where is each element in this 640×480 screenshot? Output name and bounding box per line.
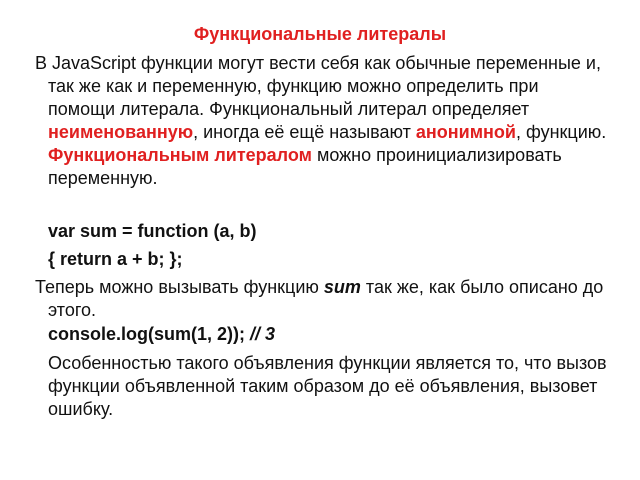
code-comment: // 3 [250,324,276,344]
highlight-unnamed: неименованную [48,122,194,142]
usage-text-2: так же, как было описано до этого. [48,277,604,320]
intro-text-1: В JavaScript функции могут вести себя как обычные переменные и, так же как и переменную, функцию можно определить при помощи литерала. Функциональный литерал определяет [35,53,601,119]
code-line-body: { return a + b; }; [48,249,183,269]
highlight-function-literal: Функциональным литералом [48,145,312,165]
usage-text-1: Теперь можно вызывать функцию [35,277,324,297]
function-name-sum: sum [323,277,361,297]
code-line-declaration: var sum = function (a, b) [48,221,257,241]
usage-paragraph [35,276,610,322]
intro-text-3: , функцию. [515,122,607,142]
slide-title: Функциональные литералы [193,24,447,44]
code-call: console.log(sum(1, 2)); [48,324,246,344]
highlight-anonymous: анонимной [415,122,516,142]
intro-paragraph [35,52,610,190]
code-line-call [48,323,610,346]
intro-text-2: , иногда её ещё называют [193,122,416,142]
note-paragraph: Особенностью такого объявления функции является то, что вызов функции объявленной таким образом до её объявления, вызовет ошибку. [48,353,607,419]
intro-text-4: можно проинициализировать переменную. [48,145,562,188]
